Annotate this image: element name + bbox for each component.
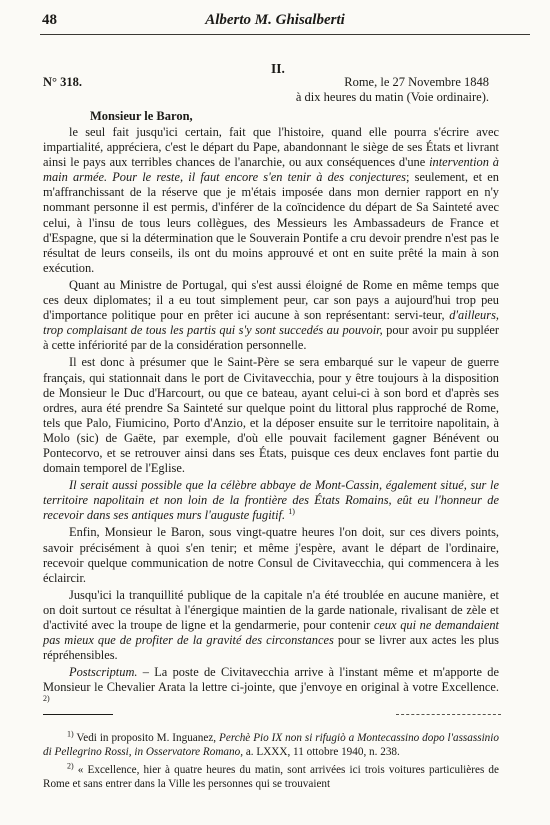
letter-body: [43, 125, 499, 713]
paragraph-5: Enfin, Monsieur le Baron, sous vingt-quatre heures l'on doit, sur ces divers points, savoir précisément à quoi s'en tenir; et même j'espère, avant le départ de l'ordinaire, recevoir quelque communication de notre Consul de Civitavecchia, qui commencera à les éclaircir.: [43, 525, 499, 585]
dateline: [296, 75, 489, 105]
footnote-1-author: Vedi in proposito M. Inguanez,: [76, 732, 220, 744]
paragraph-1: [43, 125, 499, 276]
paragraph-2-text: Quant au Ministre de Portugal, qui s'est aussi éloigné de Rome en même temps que ces deux diplomates; il a eu tout simplement peur, car son pays a aujourd'hui trop peu d'importance politique pour en prêter ici aucune à son représentant: servi-: [43, 277, 499, 323]
paragraph-3: Il est donc à présumer que le Saint-Père se sera embarqué sur le vapeur de guerre français, qui stationnait dans le port de Civitavecchia, pour y être toujours à la disposition de Monsieur le Duc d'Harcourt, ou que ce bateau, ayant celui-ci à son bord et d'après ses ordres, aura été prendre Sa Sainteté sur quelque point du littoral plus rapproché de Rome, tels que Palo, Fiumicino, Porto d'Anzio, et la déposer ensuite sur le territoire napolitain, à Molo (sic) de Gaëte, par exemple, d'où elle pouvait facilement gagner Bénévent ou Pontecorvo, et se retrouver ainsi dans ses États, puisque ces deux enclaves font partie du domain temporel de l'Eglise.: [43, 355, 499, 476]
footnote-separator-dashed: [396, 714, 501, 715]
page-header: [20, 10, 530, 34]
postscriptum-label: Postscriptum.: [69, 665, 138, 680]
paragraph-6-rest: pour se livrer aux actes les plus répréhensibles.: [43, 633, 500, 663]
footnote-2-number: 2): [67, 761, 74, 771]
document-heading: [43, 61, 489, 111]
paragraph-1-text: le seul fait jusqu'ici certain, fait que l'histoire, quand elle pourra s'écrire avec impartialité, appréciera, c'est le départ du Pape, abandonnant le siège de ses États et livrant ainsi le pays aux terribles chances de l'anarchie, ou aux conséquences d'une: [43, 125, 499, 170]
footnote-separator: [43, 714, 113, 715]
paragraph-2-cont: teur,: [422, 308, 450, 323]
running-head: Alberto M. Ghisalberti: [205, 12, 345, 28]
paragraph-6-italic: ceux qui ne demandaient pas mieux que de profiter de la gravité des circonstances: [43, 618, 499, 648]
paragraph-4: [43, 478, 499, 523]
date-line: Rome, le 27 Novembre 1848: [344, 75, 489, 89]
footnote-1-citation: a. LXXX, 11 ottobre 1940, n. 238.: [243, 746, 400, 758]
footnote-2: [43, 763, 499, 791]
paragraph-6: [43, 588, 499, 663]
paragraph-7: [43, 665, 499, 710]
document-number: N° 318.: [43, 75, 83, 89]
paragraph-2: [43, 278, 499, 353]
paragraph-4-italic: Il serait aussi possible que la célèbre abbaye de Mont-Cassin, également situé, sur le territoire napolitain et non loin de la frontière des États Romains, eût eu l'honneur de recevoir dans ses antiques murs l'auguste fugitif.: [43, 478, 499, 523]
footnotes: [43, 731, 499, 795]
paragraph-6-text: Jusqu'ici la tranquillité publique de la capitale n'a été troublée en aucune manière, et on doit surtout ce résultat à l'énergique maintien de la garde nationale, rivalisant de zèle et d'activité avec la troupe de ligne et la gendarmerie, pour contenir: [43, 587, 499, 632]
footnote-1-number: 1): [67, 729, 74, 739]
paragraph-1-rest: ; seulement, et en m'affranchissant de la réserve que je m'étais imposée dans mon dernier rapport en n'y nommant personne il est permis, d'inférer de la coïncidence du départ de Sa Sainteté avec celui, à l'insu de tous leurs collègues, des Messieurs les Ambassadeurs de France et d'Espagne, que si la détermination que le Souverain Pontife a cru devoir prendre n'est pas le résultat de leurs conseils, ils ont du moins approuvé et ont en suite prêté la main à son exécution.: [43, 170, 499, 275]
footnote-2-text: « Excellence, hier à quatre heures du matin, sont arrivées ici trois voitures particulières de Rome et sans entrer dans la Ville les personnes qui se trouvaient: [43, 764, 499, 790]
time-line: à dix heures du matin (Voie ordinaire).: [295, 90, 489, 104]
paragraph-1-italic: intervention à main armée. Pour le reste, il faut encore s'en tenir à des conjectures: [43, 155, 499, 185]
document-roman-numeral: II.: [271, 61, 285, 76]
page-number: 48: [42, 12, 57, 28]
footnote-ref-1[interactable]: 1): [288, 507, 295, 517]
footnote-ref-2[interactable]: 2): [43, 694, 50, 704]
paragraph-2-italic: d'ailleurs, trop complaisant de tous les partis qui s'y sont succedés au pouvoir,: [43, 308, 499, 338]
postscriptum-text: – La poste de Civitavecchia arrive à l'instant même et m'apporte de Monsieur le Chevalier Arata la lettre ci-jointe, que j'envoye en original à votre Excellence.: [43, 665, 499, 695]
paragraph-2-rest: pour avoir pu suppléer à cette infériorité par de la considération personnelle.: [43, 323, 499, 353]
header-rule: [40, 34, 530, 35]
footnote-1: [43, 731, 499, 759]
salutation: Monsieur le Baron,: [90, 109, 193, 123]
footnote-1-title: Perchè Pio IX non si rifugiò a Montecassino dopo l'assassinio di Pellegrino Rossi, in Osservatore Romano,: [43, 732, 499, 758]
